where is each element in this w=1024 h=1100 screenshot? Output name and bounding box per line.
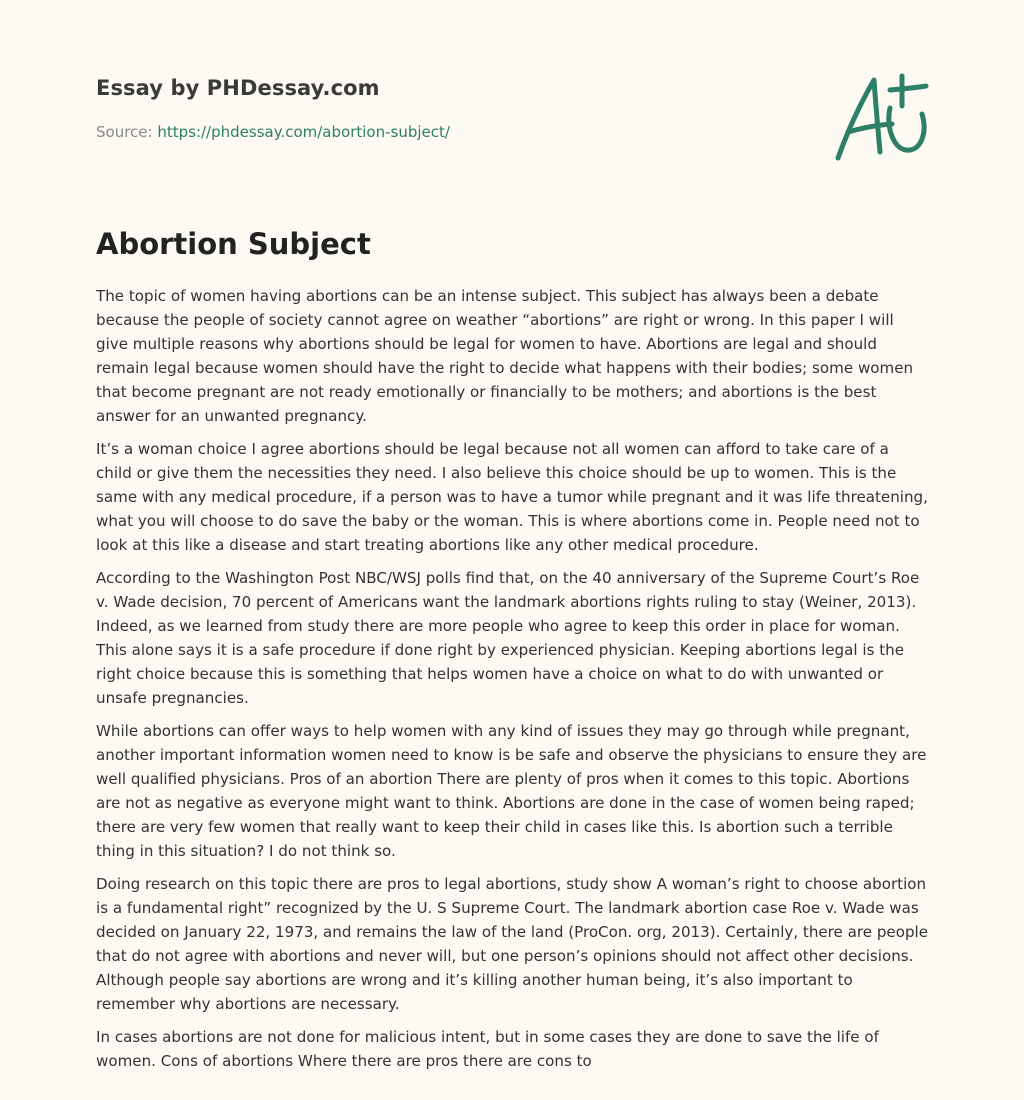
essay-paragraph: It’s a woman choice I agree abortions should be legal because not all women can afford to take care of a child or give them the necessities they need. I also believe this choice should be up to women. This is the same with any medical procedure, if a person was to have a tumor while pregnant and it was life threatening, what you will choose to do save the baby or the woman. This is where abortions come in. People need not to look at this like a disease and start treating abortions like any other medical procedure.	[96, 439, 928, 554]
source-link[interactable]: https://phdessay.com/abortion-subject/	[157, 123, 450, 141]
site-header	[96, 0, 928, 200]
essay	[96, 227, 928, 1073]
essay-paragraph: While abortions can offer ways to help women with any kind of issues they may go through while pregnant, another important information women need to know is be safe and observe the physicians to ensure they are well qualified physicians. Pros of an abortion There are plenty of pros when it comes to this topic. Abortions are not as negative as everyone might want to think. Abortions are done in the case of women being raped; there are very few women that really want to keep their child in cases like this. Is abortion such a terrible thing in this situation? I do not think so.	[96, 721, 927, 860]
source-line	[96, 123, 450, 141]
essay-body	[96, 284, 928, 1073]
essay-title: Abortion Subject	[96, 227, 371, 261]
essay-paragraph: In cases abortions are not done for malicious intent, but in some cases they are done to save the life of women. Cons of abortions Where there are pros there are cons to	[96, 1027, 879, 1070]
site-title: Essay by PHDessay.com	[96, 76, 380, 100]
essay-paragraph: Doing research on this topic there are pros to legal abortions, study show A woman’s right to choose abortion is a fundamental right” recognized by the U. S Supreme Court. The landmark abortion case Roe v. Wade was decided on January 22, 1973, and remains the law of the land (ProCon. org, 2013). Certainly, there are people that do not agree with abortions and never will, but one person’s opinions should not affect other decisions. Although people say abortions are wrong and it’s killing another human being, it’s also important to remember why abortions are necessary.	[96, 874, 929, 1013]
essay-paragraph: According to the Washington Post NBC/WSJ polls find that, on the 40 anniversary of the Supreme Court’s Roe v. Wade decision, 70 percent of Americans want the landmark abortions rights ruling to stay (Weiner, 2013). Indeed, as we learned from study there are more people who agree to keep this order in place for woman. This alone says it is a safe procedure if done right by experienced physician. Keeping abortions legal is the right choice because this is something that helps women have a choice on what to do with unwanted or unsafe pregnancies.	[96, 568, 920, 707]
essay-paragraph: The topic of women having abortions can be an intense subject. This subject has always been a debate because the people of society cannot agree on weather “abortions” are right or wrong. In this paper I will give multiple reasons why abortions should be legal for women to have. Abortions are legal and should remain legal because women should have the right to decide what happens with their bodies; some women that become pregnant are not ready emotionally or financially to be mothers; and abortions is the best answer for an unwanted pregnancy.	[96, 286, 914, 425]
a-plus-grade-icon	[830, 68, 934, 164]
source-label: Source:	[96, 123, 158, 141]
